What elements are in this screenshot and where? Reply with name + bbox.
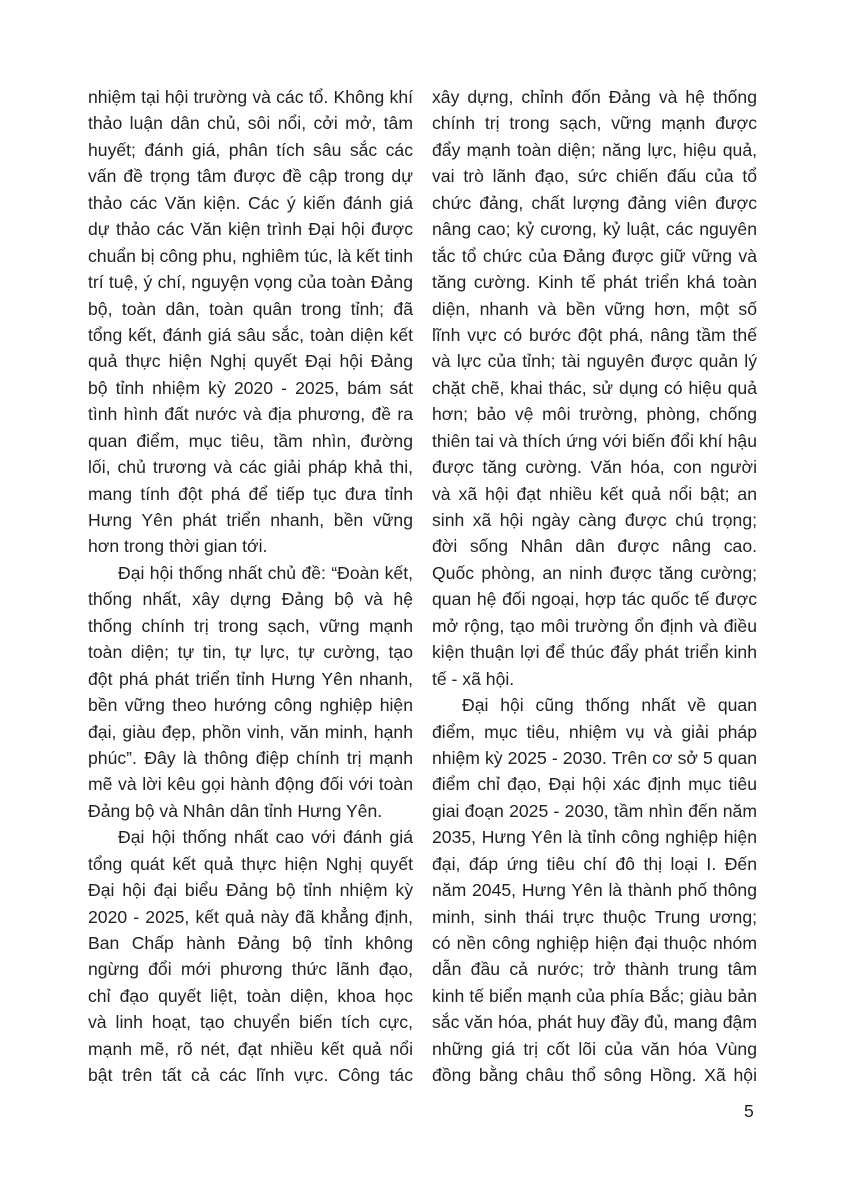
text-line: tình hình đất nước và địa phương, đề ra xyxy=(88,404,413,425)
text-column-right xyxy=(432,84,757,1089)
text-line: giai đoạn 2025 - 2030, tầm nhìn đến năm xyxy=(432,800,757,821)
text-line: trí tuệ, ý chí, nguyện vọng của toàn Đảng xyxy=(88,272,413,293)
text-line: chức đảng, chất lượng đảng viên được xyxy=(432,192,757,213)
text-line: lĩnh vực có bước đột phá, nâng tầm thế xyxy=(432,324,757,345)
text-line: bền vững theo hướng công nghiệp hiện xyxy=(88,695,413,716)
text-line: phúc”. Đây là thông điệp chính trị mạnh xyxy=(88,747,413,768)
text-line: thống nhất, xây dựng Đảng bộ và hệ xyxy=(88,589,413,610)
text-line: diện, nhanh và bền vững hơn, một số xyxy=(432,298,757,319)
text-line: nâng cao; kỷ cương, kỷ luật, các nguyên xyxy=(432,219,757,240)
text-line: minh, sinh thái trực thuộc Trung ương; xyxy=(432,906,757,927)
text-line: thảo các Văn kiện. Các ý kiến đánh giá xyxy=(88,192,413,213)
text-line: và linh hoạt, tạo chuyển biến tích cực, xyxy=(88,1012,413,1033)
text-line: tăng cường. Kinh tế phát triển khá toàn xyxy=(432,272,757,293)
page-number: 5 xyxy=(744,1101,754,1121)
text-line: đại, giàu đẹp, phồn vinh, văn minh, hạnh xyxy=(88,721,413,742)
text-line: huyết; đánh giá, phân tích sâu sắc các xyxy=(88,139,413,160)
text-line: chỉ đạo quyết liệt, toàn diện, khoa học xyxy=(88,985,413,1006)
text-line: đột phá phát triển tỉnh Hưng Yên nhanh, xyxy=(88,668,413,689)
text-line: được tăng cường. Văn hóa, con người xyxy=(432,457,757,478)
text-line: tổng quát kết quả thực hiện Nghị quyết xyxy=(88,853,413,874)
text-line: sắc văn hóa, phát huy đầy đủ, mang đậm xyxy=(432,1012,757,1033)
text-line: và lực của tỉnh; tài nguyên được quản lý xyxy=(432,351,757,372)
text-line: mang tính đột phá để tiếp tục đưa tỉnh xyxy=(88,483,413,504)
text-line: những giá trị cốt lõi của văn hóa Vùng xyxy=(432,1038,757,1059)
text-line: tế - xã hội. xyxy=(432,668,515,689)
text-line: thiên tai và thích ứng với biến đổi khí hậu xyxy=(432,430,757,451)
text-line: thảo luận dân chủ, sôi nổi, cởi mở, tâm xyxy=(88,113,413,134)
text-line: bộ, toàn dân, toàn quân trong tỉnh; đã xyxy=(88,298,413,319)
text-line: chính trị trong sạch, vững mạnh được xyxy=(432,113,757,134)
text-line: vấn đề trọng tâm được đề cập trong dự xyxy=(88,166,413,187)
text-line: hơn trong thời gian tới. xyxy=(88,536,268,557)
text-line: hơn; bảo vệ môi trường, phòng, chống xyxy=(432,404,757,425)
text-line: quan điểm, mục tiêu, tầm nhìn, đường xyxy=(88,430,413,451)
text-line: lối, chủ trương và các giải pháp khả thi, xyxy=(88,457,413,478)
text-line: Đại hội thống nhất cao với đánh giá xyxy=(118,827,413,848)
text-line: Đại hội đại biểu Đảng bộ tỉnh nhiệm kỳ xyxy=(88,880,413,901)
text-line: toàn diện; tự tin, tự lực, tự cường, tạo xyxy=(88,642,413,663)
text-line: Ban Chấp hành Đảng bộ tỉnh không xyxy=(88,933,413,953)
text-line: sinh xã hội ngày càng được chú trọng; xyxy=(432,510,757,530)
text-line: chặt chẽ, khai thác, sử dụng có hiệu quả xyxy=(432,377,757,398)
text-line: Đại hội cũng thống nhất về quan xyxy=(462,695,757,716)
text-line: 2035, Hưng Yên là tỉnh công nghiệp hiện xyxy=(432,827,757,848)
text-line: xây dựng, chỉnh đốn Đảng và hệ thống xyxy=(432,87,757,107)
text-line: đại, đáp ứng tiêu chí đô thị loại I. Đến xyxy=(432,853,757,874)
text-line: mở rộng, tạo môi trường ổn định và điều xyxy=(432,615,757,636)
text-line: có nền công nghiệp hiện đại thuộc nhóm xyxy=(432,933,757,953)
text-line: tổng kết, đánh giá sâu sắc, toàn diện kết xyxy=(88,324,413,345)
text-line: đẩy mạnh toàn diện; năng lực, hiệu quả, xyxy=(432,139,757,160)
text-line: năm 2045, Hưng Yên là thành phố thông xyxy=(432,880,757,901)
text-line: nhiệm kỳ 2025 - 2030. Trên cơ sở 5 quan xyxy=(432,747,757,768)
text-line: mẽ và lời kêu gọi hành động đối với toàn xyxy=(88,774,413,795)
text-line: chuẩn bị công phu, nghiêm túc, là kết tinh xyxy=(88,245,413,266)
text-line: thống chính trị trong sạch, vững mạnh xyxy=(88,615,413,636)
text-line: quan hệ đối ngoại, hợp tác quốc tế được xyxy=(432,589,757,610)
text-line: Quốc phòng, an ninh được tăng cường; xyxy=(432,562,757,583)
text-line: điểm, mục tiêu, nhiệm vụ và giải pháp xyxy=(432,721,757,742)
text-line: và xã hội đạt nhiều kết quả nổi bật; an xyxy=(432,483,757,504)
text-line: bộ tỉnh nhiệm kỳ 2020 - 2025, bám sát xyxy=(88,377,413,398)
text-line: quả thực hiện Nghị quyết Đại hội Đảng xyxy=(88,351,413,372)
text-line: đời sống Nhân dân được nâng cao. xyxy=(432,536,757,557)
text-line: nhiệm tại hội trường và các tổ. Không khí xyxy=(88,87,413,107)
text-line: dự thảo các Văn kiện trình Đại hội được xyxy=(88,219,413,240)
text-line: Hưng Yên phát triển nhanh, bền vững xyxy=(88,510,413,530)
text-line: ngừng đổi mới phương thức lãnh đạo, xyxy=(88,959,413,980)
text-column-left xyxy=(88,84,413,1089)
text-line: vai trò lãnh đạo, sức chiến đấu của tổ xyxy=(432,166,757,187)
text-line: Đảng bộ và Nhân dân tỉnh Hưng Yên. xyxy=(88,800,383,821)
text-line: đồng bằng châu thổ sông Hồng. Xã hội xyxy=(432,1065,757,1086)
text-line: điểm chỉ đạo, Đại hội xác định mục tiêu xyxy=(432,774,757,795)
text-line: bật trên tất cả các lĩnh vực. Công tác xyxy=(88,1065,413,1086)
text-line: 2020 - 2025, kết quả này đã khẳng định, xyxy=(88,906,413,927)
text-line: kiện thuận lợi để thúc đẩy phát triển kinh xyxy=(432,642,757,663)
text-line: kinh tế biển mạnh của phía Bắc; giàu bản xyxy=(432,985,757,1006)
text-line: Đại hội thống nhất chủ đề: “Đoàn kết, xyxy=(118,562,413,583)
text-line: mạnh mẽ, rõ nét, đạt nhiều kết quả nổi xyxy=(88,1038,413,1059)
text-line: tắc tổ chức của Đảng được giữ vững và xyxy=(432,245,757,266)
text-line: dẫn đầu cả nước; trở thành trung tâm xyxy=(432,959,757,980)
